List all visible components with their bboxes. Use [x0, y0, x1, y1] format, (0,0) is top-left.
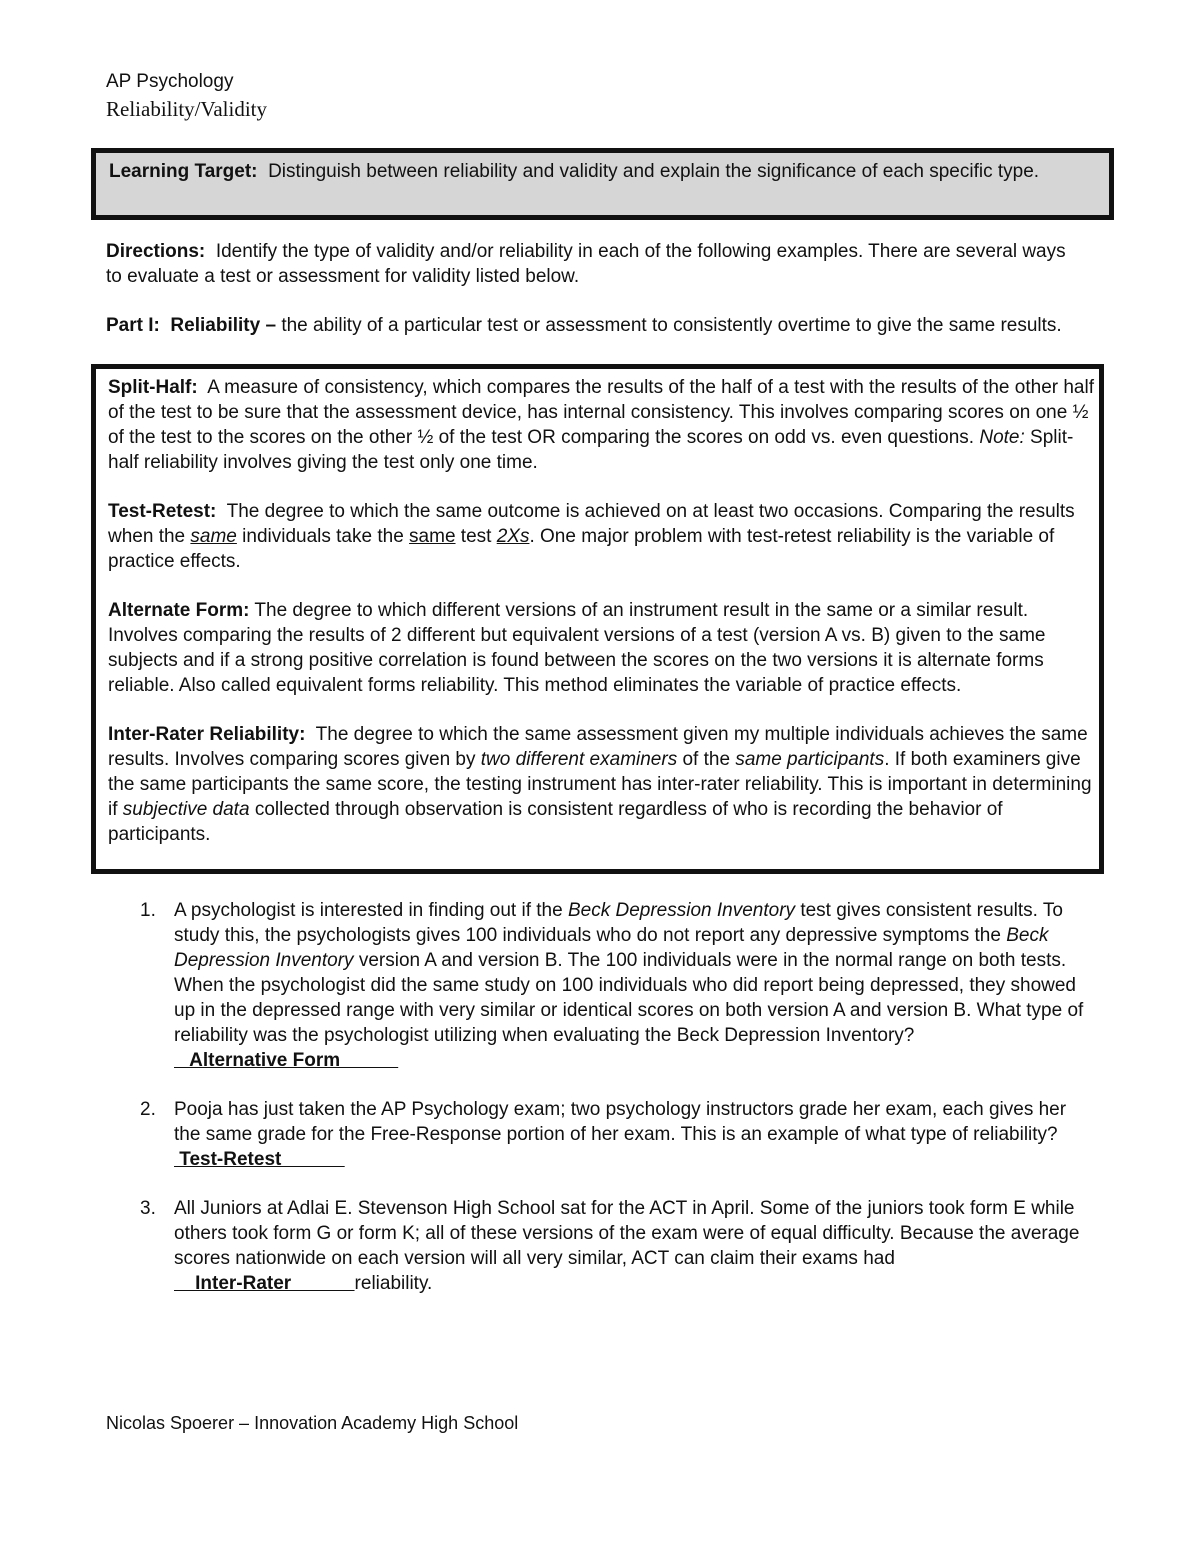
- inter-rater-text: . If both examiners give the same participants the same score, the testing instrument has inter-rater reliability. This is important in determining if: [108, 749, 1092, 820]
- test-retest-times-emphasis: 2Xs: [496, 526, 530, 547]
- answer-blank[interactable]: Test-Retest: [174, 1149, 345, 1170]
- learning-target-box: [91, 148, 1114, 220]
- question-text: test gives consistent results. To study this, the psychologists gives 100 individuals who do not report any depressive symptoms the: [174, 900, 1063, 946]
- question-item: [140, 1196, 1090, 1296]
- inter-rater-emphasis: subjective data: [122, 799, 250, 820]
- question-emphasis: Beck Depression Inventory: [174, 925, 1049, 971]
- learning-target-text: Distinguish between reliability and validity and explain the significance of each specific type.: [268, 161, 1040, 182]
- answer-blank[interactable]: Alternative Form: [174, 1050, 399, 1071]
- unit-title: Reliability/Validity: [106, 97, 267, 121]
- question-text: reliability.: [354, 1273, 433, 1294]
- definition-alternate-form: [108, 598, 1099, 698]
- part-one-intro: [106, 313, 1086, 338]
- question-item: [140, 898, 1090, 1073]
- test-retest-label: Test-Retest:: [108, 501, 217, 522]
- test-retest-text: The degree to which the same outcome is achieved on at least two occasions. Comparing the results when the: [108, 501, 1075, 547]
- inter-rater-label: Inter-Rater Reliability:: [108, 724, 306, 745]
- question-text: A psychologist is interested in finding out if the: [174, 900, 563, 921]
- split-half-note-label: Note:: [979, 427, 1025, 448]
- part-one-term: Reliability –: [170, 315, 277, 336]
- footer-credit: Nicolas Spoerer – Innovation Academy High School: [106, 1413, 519, 1433]
- learning-target-label: Learning Target:: [109, 161, 258, 182]
- split-half-label: Split-Half:: [108, 377, 198, 398]
- test-retest-text: . One major problem with test-retest reliability is the variable of practice effects.: [108, 526, 1055, 572]
- answer-blank[interactable]: Inter-Rater: [174, 1273, 355, 1294]
- part-one-text: the ability of a particular test or assessment to consistently overtime to give the same results.: [281, 315, 1062, 336]
- question-number: 3.: [140, 1198, 156, 1219]
- part-one-label: Part I:: [106, 315, 160, 336]
- definition-inter-rater: [108, 722, 1099, 847]
- directions-label: Directions:: [106, 241, 206, 262]
- question-number: 1.: [140, 900, 156, 921]
- question-item: [140, 1097, 1090, 1172]
- inter-rater-emphasis: two different examiners: [480, 749, 678, 770]
- inter-rater-emphasis: same participants: [735, 749, 885, 770]
- question-text: Pooja has just taken the AP Psychology exam; two psychology instructors grade her exam, each gives her the same grade for the Free-Response portion of her exam. This is an example of what type of reliability?: [174, 1099, 1067, 1145]
- question-number: 2.: [140, 1099, 156, 1120]
- question-emphasis: Beck Depression Inventory: [567, 900, 796, 921]
- split-half-note-text: Split-half reliability involves giving the test only one time.: [108, 427, 1074, 473]
- alternate-form-label: Alternate Form:: [108, 600, 250, 621]
- directions-text: Identify the type of validity and/or reliability in each of the following examples. There are several ways to evaluate a test or assessment for validity listed below.: [106, 241, 1066, 287]
- inter-rater-text: The degree to which the same assessment given my multiple individuals achieves the same results. Involves comparing scores given by: [108, 724, 1088, 770]
- test-retest-same-emphasis: same: [190, 526, 237, 547]
- definition-test-retest: [108, 499, 1099, 574]
- question-list: [140, 898, 1090, 1320]
- definition-split-half: [108, 375, 1099, 475]
- alternate-form-text: The degree to which different versions of an instrument result in the same or a similar result. Involves comparing the results of 2 different but equivalent versions of a test (version A vs. B) given to the same subjects and if a strong positive correlation is found between the scores on the two versions it is alternate forms reliable. Also called equivalent forms reliability. This method eliminates the variable of practice effects.: [108, 600, 1046, 696]
- inter-rater-text: of the: [682, 749, 731, 770]
- course-title: AP Psychology: [106, 71, 234, 92]
- inter-rater-text: collected through observation is consistent regardless of who is recording the behavior of participants.: [108, 799, 1003, 845]
- test-retest-text: individuals take the: [242, 526, 404, 547]
- split-half-text: A measure of consistency, which compares the results of the half of a test with the results of the other half of the test to be sure that the assessment device, has internal consistency. This involves comparing scores on one ½ of the test to the scores on the other ½ of the test OR comparing the scores on odd vs. even questions.: [108, 377, 1094, 448]
- question-text: version A and version B. The 100 individuals were in the normal range on both tests. When the psychologist did the same study on 100 individuals who did report being depressed, they showed up in the depressed range with very similar or identical scores on both version A and version B. What type of reliability was the psychologist utilizing when evaluating the Beck Depression Inventory?: [174, 950, 1084, 1046]
- definitions-box: [91, 364, 1104, 874]
- test-retest-text: test: [460, 526, 492, 547]
- directions: [106, 239, 1086, 289]
- question-text: All Juniors at Adlai E. Stevenson High School sat for the ACT in April. Some of the juniors took form E while others took form G or form K; all of these versions of the exam were of equal difficulty. Because the average scores nationwide on each version will all very similar, ACT can claim their exams had: [174, 1198, 1080, 1269]
- test-retest-same-emphasis: same: [409, 526, 456, 547]
